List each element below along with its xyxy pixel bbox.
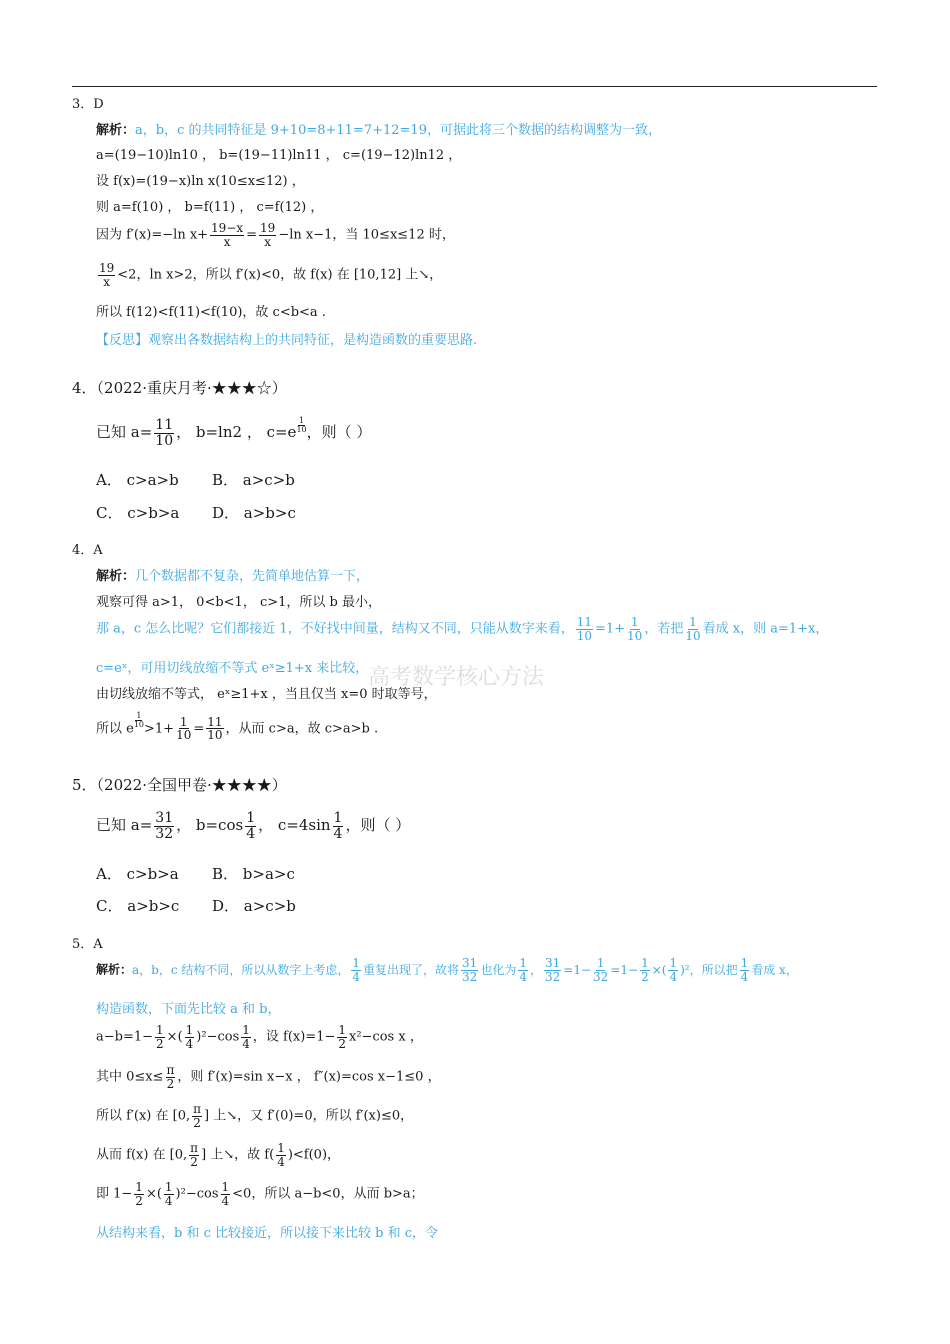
fraction: $\frac{1}{2}$ [135,1180,143,1208]
q4-option-c: C． c>b>a [96,504,180,522]
fraction: $\frac{1}{4}$ [333,810,343,842]
q3-line-6: $\frac{19}{x}$ <2，ln x>2，所以 f′(x)<0，故 f(x) 在 [10,12] 上↘， [99,261,443,289]
fraction: $\frac{1}{4}$ [352,956,361,984]
q4-option-a: A． c>a>b [96,471,179,489]
fraction: $\frac{11}{10}$ [155,416,174,449]
q5-line-6: 从而 f(x) 在 [0, $\frac{\pi}{2}$ ] 上↘，故 f( $\frac{1}{4}$ )<f(0)， [96,1141,341,1169]
fraction: $\frac{31}{32}$ [462,956,478,984]
q3-line-4: 则 a=f(10) ， b=f(11) ， c=f(12) ， [96,200,324,215]
q5-line-2: 构造函数，下面先比较 a 和 b， [96,1002,281,1017]
q5-option-a: A． c>b>a [96,865,179,883]
q4-option-d: D． a>b>c [212,504,296,522]
q4-line-6: 所以 e $^{\frac{1}{10}}$ >1+ $\frac{1}{10}$ = $\frac{11}{10}$ ，从而 c>a，故 c>a>b . [96,711,379,743]
q4-option-b: B． a>c>b [212,471,295,489]
q3-line-5: 因为 f′(x)=−ln x+ $\frac{19-x}{x}$ = $\frac{19}{x}$ −ln x−1，当 10≤x≤12 时， [96,221,455,249]
q5-option-d: D． a>c>b [212,897,296,915]
q3-line-2: a=(19−10)ln10 ， b=(19−11)ln11 ， c=(19−12)ln12 ， [96,148,462,163]
fraction: 1 10 [133,711,145,730]
q3-line-3: 设 f(x)=(19−x)ln x(10≤x≤12) ， [96,174,305,189]
fraction: $\frac{1}{32}$ [593,956,609,984]
fraction: $\frac{11}{10}$ [576,615,592,643]
q3-answer: 3．D [72,97,104,112]
fraction: $\frac{1}{4}$ [242,1023,250,1051]
q4-answer: 4．A [72,543,103,558]
q5-answer: 5．A [72,937,103,952]
fraction: $\frac{1}{4}$ [519,956,527,984]
q5-option-c: C． a>b>c [96,897,180,915]
fraction: $\frac{\pi}{2}$ [190,1141,199,1169]
watermark: 高考数学核心方法 [368,665,545,690]
q5-line-1: 解析：a，b，c 结构不同，所以从数字上考虑， $\frac{1}{4}$ 重复出现了，故将 $\frac{31}{32}$ 也化为 $\frac{1}{4}$ ， $\frac{31}{32}$ =1− $\frac{1}{32}$ =1− $\frac{1}{2}$ ×( $\frac{1}{4}$ )²，所以把 $\frac{1}{4}$ 看成 x， [96,956,798,984]
q3-reflection: 【反思】观察出各数据结构上的共同特征，是构造函数的重要思路. [96,333,478,348]
q4-stem: 已知 a= $\frac{11}{10}$ ， b=ln2 ， c=e $^{\frac{1}{10}}$ ，则（ ） [96,415,372,449]
fraction: $\frac{19}{x}$ [260,221,276,249]
fraction: $\frac{1}{10}$ [627,615,643,643]
q3-line-1: 解析：a，b，c 的共同特征是 9+10=8+11=7+12=19，可据此将三个数据的结构调整为一致， [96,123,661,138]
fraction: $\frac{19}{x}$ [99,261,115,289]
fraction: $\frac{1}{10}$ [176,714,192,743]
q5-line-8: 从结构来看，b 和 c 比较接近，所以接下来比较 b 和 c，令 [96,1226,438,1241]
fraction: 1 10 [296,415,307,434]
fraction: $\frac{31}{32}$ [155,810,174,842]
q4-title: 4．（2022·重庆月考·★★★☆） [72,379,287,397]
fraction: $\frac{1}{2}$ [338,1023,347,1051]
fraction: $\frac{1}{2}$ [641,956,649,984]
q5-line-5: 所以 f′(x) 在 [0, $\frac{\pi}{2}$ ] 上↘，又 f′(0)=0，所以 f′(x)≤0， [96,1102,414,1130]
fraction: $\frac{1}{4}$ [185,1023,194,1051]
jiexi-label: 解析： [96,123,136,138]
header-rule [72,86,877,87]
fraction: $\frac{11}{10}$ [207,714,223,743]
fraction: $\frac{1}{4}$ [221,1180,230,1208]
jiexi-label: 解析： [96,962,133,977]
q5-line-7: 即 1− $\frac{1}{2}$ ×( $\frac{1}{4}$ )²−cos $\frac{1}{4}$ <0，所以 a−b<0，从而 b>a； [96,1180,424,1208]
q4-line-1: 解析：几个数据都不复杂，先简单地估算一下， [96,569,370,584]
fraction: $\frac{\pi}{2}$ [193,1102,202,1130]
q4-line-2: 观察可得 a>1， 0<b<1， c>1，所以 b 最小， [96,595,381,610]
q3-line-7: 所以 f(12)<f(11)<f(10)，故 c<b<a . [96,305,326,320]
fraction: $\frac{19-x}{x}$ [211,221,244,249]
q4-line-5: 由切线放缩不等式， eˣ≥1+x ，当且仅当 x=0 时取等号， [96,687,437,702]
fraction: $\frac{1}{4}$ [164,1180,173,1208]
q5-title: 5．（2022·全国甲卷·★★★★） [72,776,287,794]
q5-stem: 已知 a= $\frac{31}{32}$ ， b=cos $\frac{1}{4}$ ， c=4sin $\frac{1}{4}$ ，则（ ） [96,810,411,842]
fraction: $\frac{1}{4}$ [277,1141,285,1169]
q4-line-3: 那 a，c 怎么比呢？它们都接近 1，不好找中间量，结构又不同，只能从数字来看， $\frac{11}{10}$ =1+ $\frac{1}{10}$ ，若把 $\frac{1}{10}$ 看成 x，则 a=1+x， [96,615,829,643]
fraction: $\frac{\pi}{2}$ [166,1063,175,1091]
fraction: $\frac{1}{4}$ [246,810,256,842]
q5-line-3: a−b=1− $\frac{1}{2}$ ×( $\frac{1}{4}$ )²−cos $\frac{1}{4}$ ，设 f(x)=1− $\frac{1}{2}$ x²−cos x ， [96,1023,423,1051]
jiexi-label: 解析： [96,569,136,584]
q5-option-b: B． b>a>c [212,865,295,883]
fraction: $\frac{31}{32}$ [545,956,561,984]
fraction: $\frac{1}{4}$ [669,956,678,984]
q4-line-4: c=eˣ，可用切线放缩不等式 eˣ≥1+x 来比较， [96,661,369,676]
fraction: $\frac{1}{4}$ [740,956,749,984]
fraction: $\frac{1}{2}$ [156,1023,164,1051]
q5-line-4: 其中 0≤x≤ $\frac{\pi}{2}$ ，则 f′(x)=sin x−x ， f″(x)=cos x−1≤0 ， [96,1063,441,1091]
fraction: $\frac{1}{10}$ [685,615,701,643]
